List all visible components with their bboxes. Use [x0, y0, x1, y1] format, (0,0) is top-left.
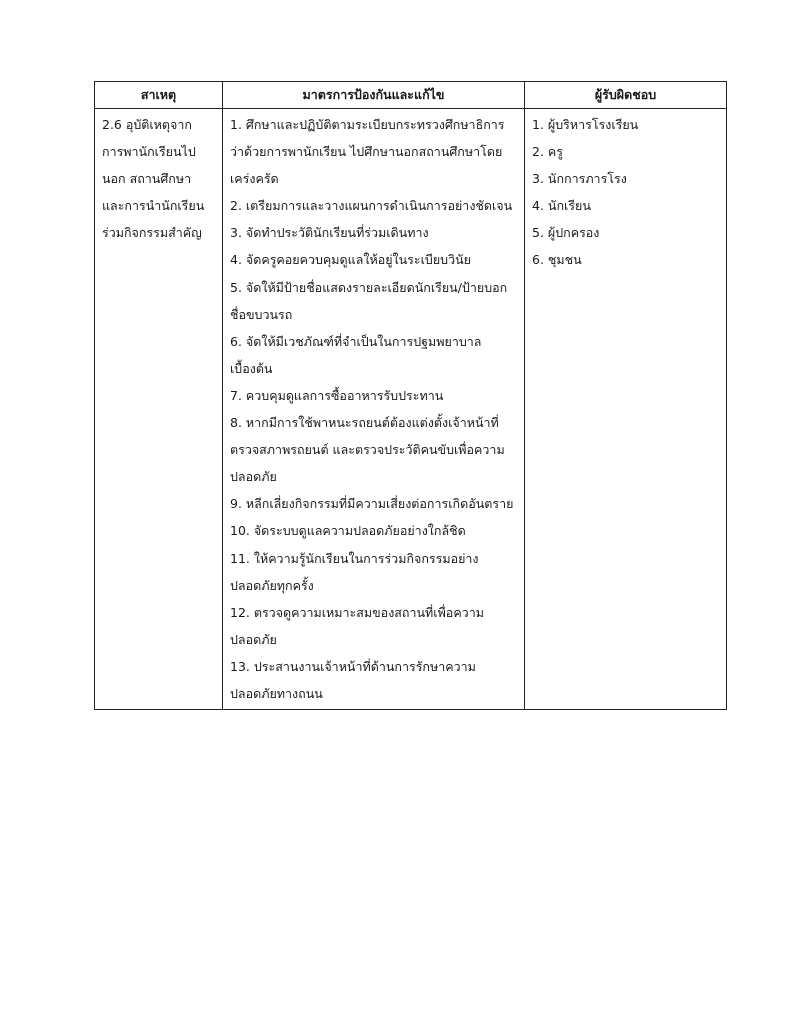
measure-line: 11. ให้ความรู้นักเรียนในการร่วมกิจกรรมอย่าง [230, 550, 479, 566]
risk-measures-table [94, 81, 727, 710]
measure-line: ตรวจสภาพรถยนต์ และตรวจประวัติคนขับเพื่อความ [230, 442, 505, 458]
measure-line: 13. ประสานงานเจ้าหน้าที่ด้านการรักษาความ [230, 658, 476, 674]
cause-line: นอก สถานศึกษา [102, 171, 192, 187]
header-measures: มาตรการป้องกันและแก้ไข [223, 82, 525, 109]
measure-line: 6. จัดให้มีเวชภัณฑ์ที่จำเป็นในการปฐมพยาบาล [230, 333, 482, 349]
measure-line: ปลอดภัยทางถนน [230, 685, 323, 701]
cause-line: ร่วมกิจกรรมสำคัญ [102, 225, 202, 241]
responsible-line: 2. ครู [532, 144, 563, 160]
measure-line: ชื่อขบวนรถ [230, 306, 293, 322]
responsible-line: 5. ผู้ปกครอง [532, 225, 600, 241]
header-cause: สาเหตุ [95, 82, 223, 109]
measure-line: 4. จัดครูคอยควบคุมดูแลให้อยู่ในระเบียบวินัย [230, 252, 471, 268]
measure-line: 1. ศึกษาและปฏิบัติตามระเบียบกระทรวงศึกษาธิการ [230, 117, 505, 132]
measure-line: ปลอดภัย [230, 469, 277, 485]
responsible-line: 1. ผู้บริหารโรงเรียน [532, 117, 639, 132]
cause-cell [95, 109, 223, 710]
measure-line: 7. ควบคุมดูแลการซื้ออาหารรับประทาน [230, 387, 444, 403]
cause-line: 2.6 อุบัติเหตุจาก [102, 117, 192, 132]
measure-line: 3. จัดทำประวัตินักเรียนที่ร่วมเดินทาง [230, 225, 429, 241]
measure-line: ปลอดภัย [230, 631, 277, 647]
header-responsible: ผู้รับผิดชอบ [525, 82, 727, 109]
table-header-row [95, 82, 727, 109]
measures-cell [223, 109, 525, 710]
measure-line: เคร่งครัด [230, 171, 279, 187]
cause-line: การพานักเรียนไป [102, 144, 196, 160]
measure-line: ปลอดภัยทุกครั้ง [230, 577, 314, 593]
measure-line: 5. จัดให้มีป้ายชื่อแสดงรายละเอียดนักเรียน/ป้ายบอก [230, 279, 508, 295]
measure-line: 12. ตรวจดูความเหมาะสมของสถานที่เพื่อความ [230, 604, 484, 620]
measure-line: ว่าด้วยการพานักเรียน ไปศึกษานอกสถานศึกษาโดย [230, 144, 503, 160]
responsible-line: 4. นักเรียน [532, 198, 591, 214]
measure-line: 8. หากมีการใช้พาหนะรถยนต์ต้องแต่งตั้งเจ้าหน้าที่ [230, 415, 499, 431]
measure-line: 9. หลีกเลี่ยงกิจกรรมที่มีความเสี่ยงต่อการเกิดอันตราย [230, 496, 514, 512]
measure-line: 2. เตรียมการและวางแผนการดำเนินการอย่างชัดเจน [230, 198, 513, 214]
responsible-line: 3. นักการภารโรง [532, 171, 627, 187]
cause-line: และการนำนักเรียน [102, 198, 205, 214]
measure-line: เบื้องต้น [230, 360, 273, 376]
responsible-line: 6. ชุมชน [532, 252, 582, 268]
table-row [95, 109, 727, 710]
measure-line: 10. จัดระบบดูแลความปลอดภัยอย่างใกล้ชิด [230, 523, 466, 539]
responsible-cell [525, 109, 727, 710]
